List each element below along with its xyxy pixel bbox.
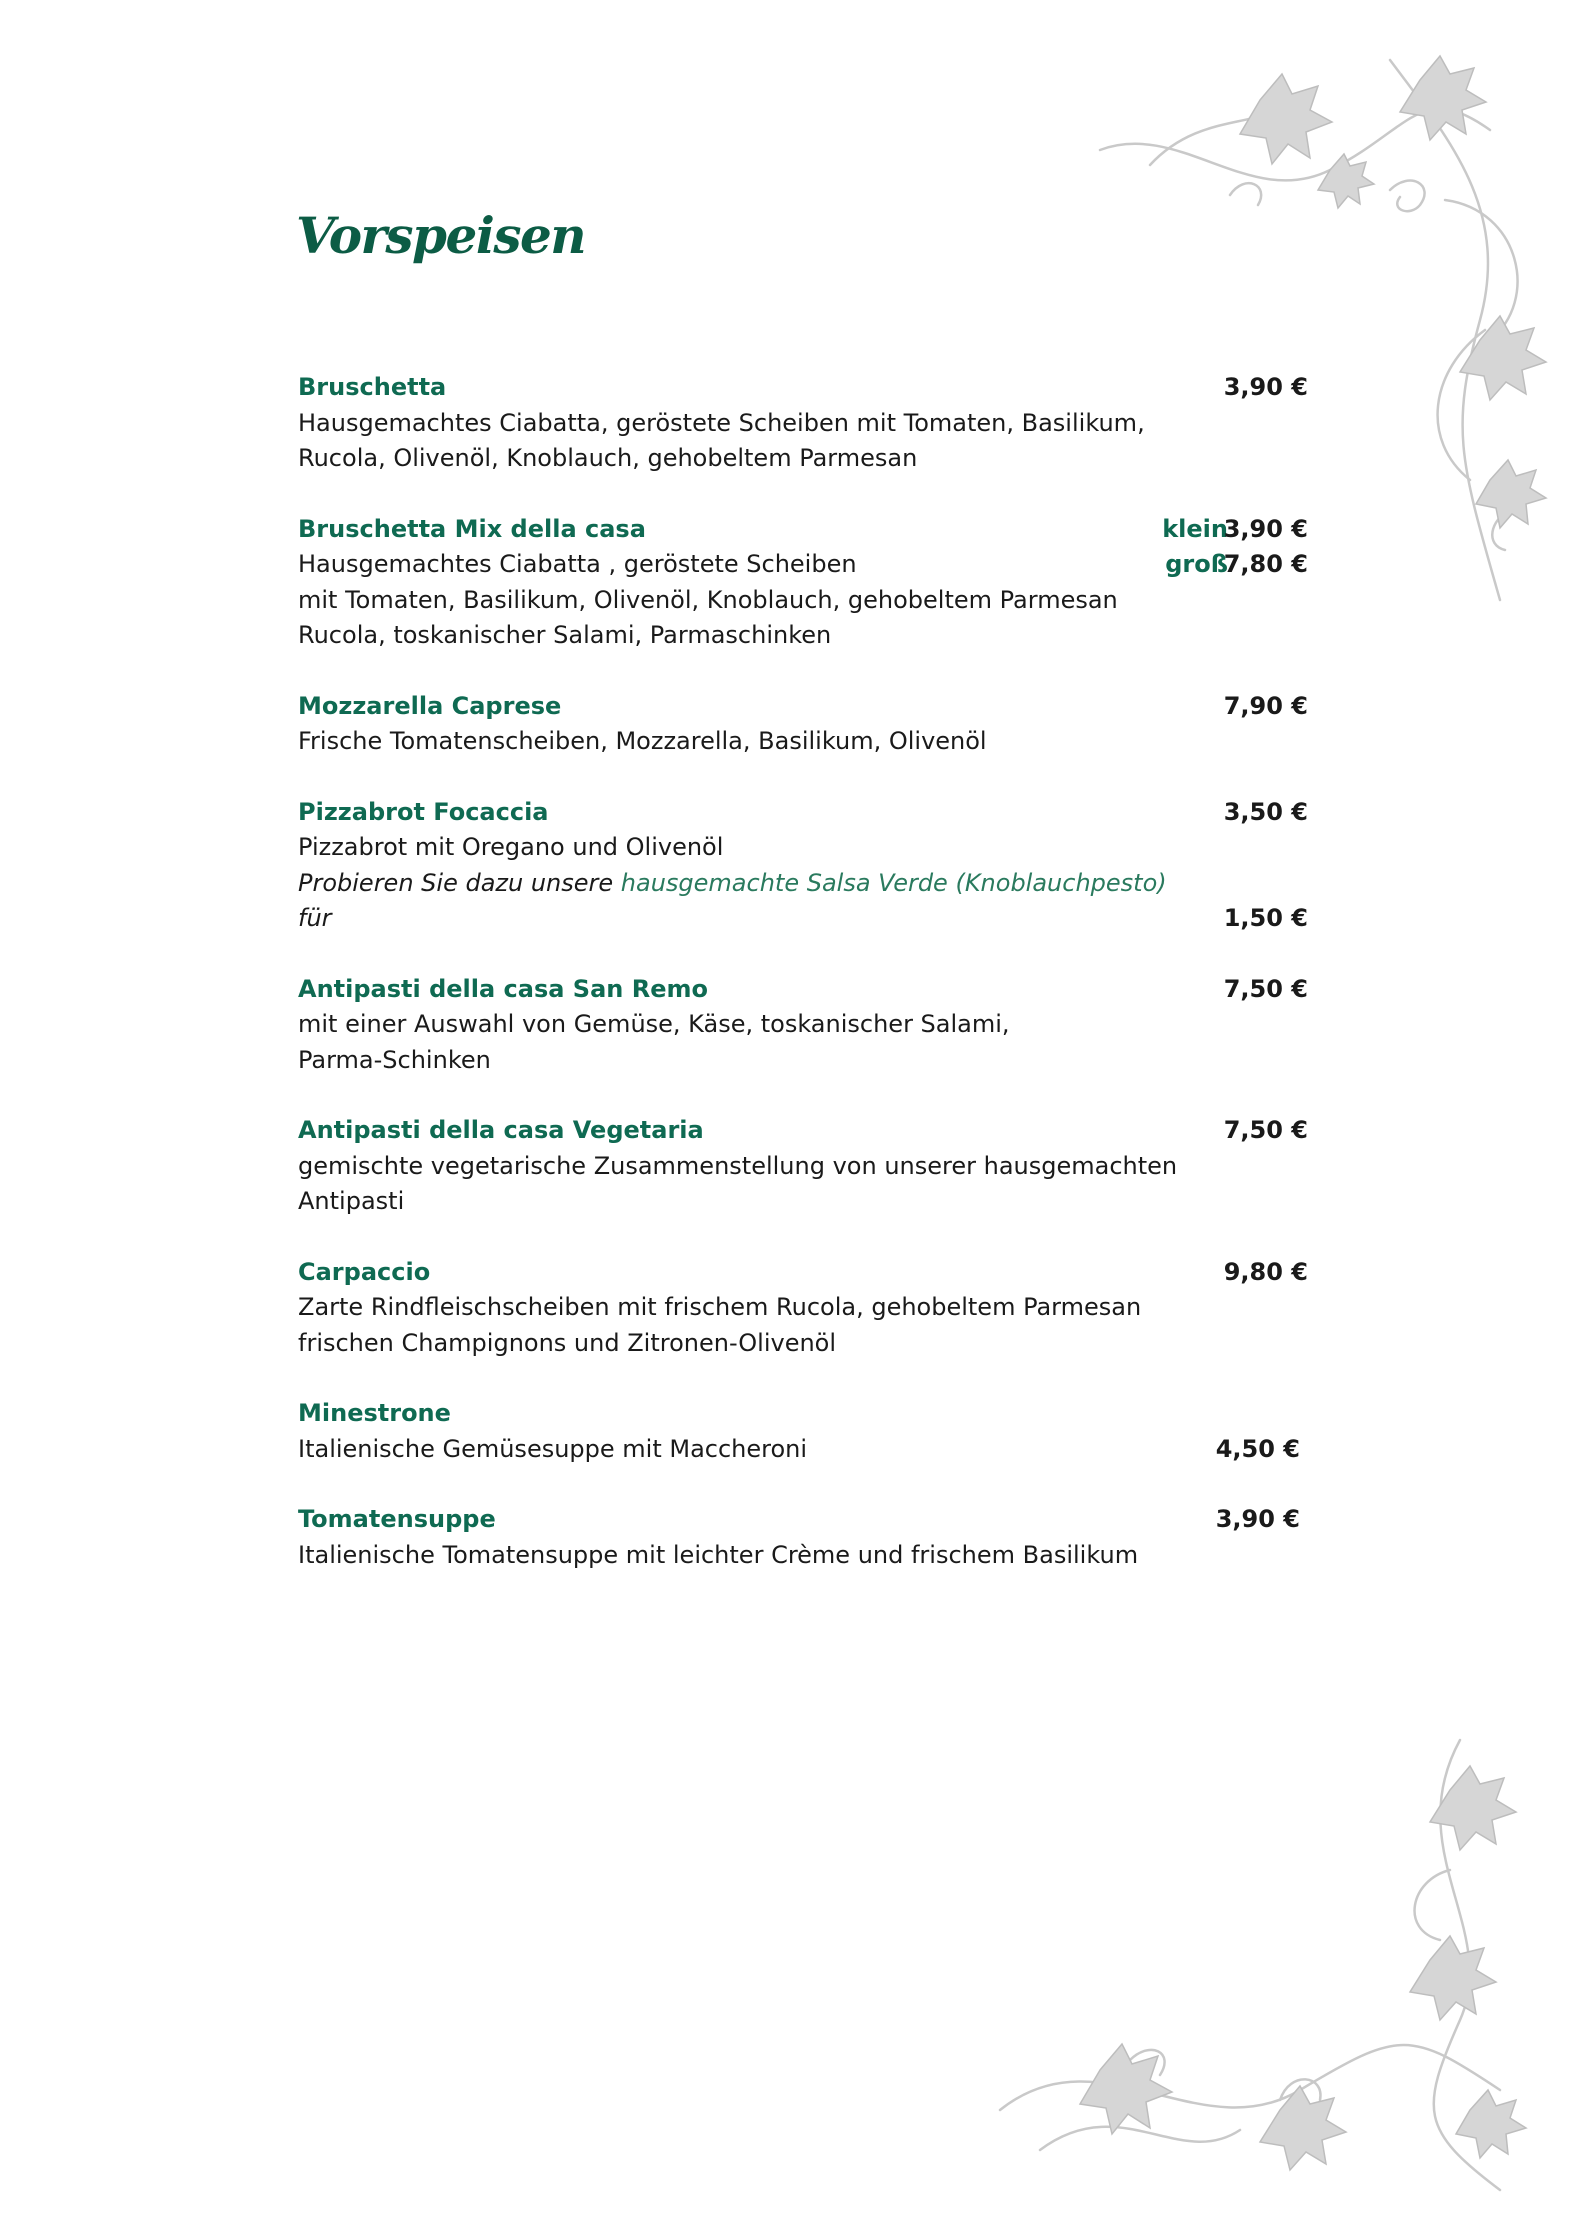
menu-item-carpaccio: [298, 1255, 1308, 1362]
menu-item-minestrone: [298, 1396, 1308, 1467]
item-addon-note: [298, 866, 1308, 902]
menu-item-antipasti-vegetaria: [298, 1113, 1308, 1220]
vine-ornament-bottom-right: [980, 1730, 1550, 2210]
addon-note-suffix: für: [298, 904, 332, 932]
item-price-large: 7,80 €: [1223, 550, 1308, 578]
item-description: Antipasti: [298, 1187, 405, 1215]
item-price: 4,50 €: [1215, 1434, 1300, 1463]
item-description: Pizzabrot mit Oregano und Olivenöl: [298, 833, 724, 861]
page-title: Vorspeisen: [296, 206, 586, 265]
item-name: Pizzabrot Focaccia: [298, 797, 549, 826]
item-price: 3,50 €: [1223, 797, 1308, 826]
size-label-large: groß: [1165, 550, 1228, 578]
addon-note-prefix: Probieren Sie dazu unsere: [298, 868, 621, 897]
item-price: 9,80 €: [1223, 1257, 1308, 1286]
item-description: Italienische Gemüsesuppe mit Maccheroni: [298, 1434, 808, 1463]
menu-item-tomatensuppe: [298, 1502, 1308, 1573]
size-label-small: klein: [1162, 514, 1228, 543]
item-name: Bruschetta Mix della casa: [298, 514, 646, 543]
item-description: Rucola, Olivenöl, Knoblauch, gehobeltem Parmesan: [298, 444, 918, 472]
item-price: 7,50 €: [1223, 1116, 1308, 1144]
item-name: Antipasti della casa Vegetaria: [298, 1116, 704, 1144]
item-price-small: 3,90 €: [1223, 514, 1308, 543]
item-name: Carpaccio: [298, 1257, 431, 1286]
item-description: Parma-Schinken: [298, 1045, 491, 1074]
item-description: mit Tomaten, Basilikum, Olivenöl, Knoblauch, gehobeltem Parmesan: [298, 585, 1118, 614]
item-description: frischen Champignons und Zitronen-Olivenöl: [298, 1328, 837, 1357]
item-name: Antipasti della casa San Remo: [298, 974, 708, 1003]
item-description: Hausgemachtes Ciabatta , geröstete Scheiben: [298, 550, 857, 578]
menu-item-bruschetta: [298, 370, 1308, 477]
menu-item-bruschetta-mix: [298, 512, 1308, 654]
item-name: Tomatensuppe: [298, 1505, 496, 1533]
addon-price: 1,50 €: [1223, 904, 1308, 932]
item-description: gemischte vegetarische Zusammenstellung von unserer hausgemachten: [298, 1151, 1178, 1180]
item-price: 7,90 €: [1223, 691, 1308, 720]
item-description: Zarte Rindfleischscheiben mit frischem Rucola, gehobeltem Parmesan: [298, 1293, 1142, 1321]
item-description: Frische Tomatenscheiben, Mozzarella, Basilikum, Olivenöl: [298, 727, 987, 755]
item-description: mit einer Auswahl von Gemüse, Käse, toskanischer Salami,: [298, 1010, 1010, 1038]
menu-list: [298, 370, 1308, 1608]
item-price: 7,50 €: [1223, 974, 1308, 1003]
item-description: Italienische Tomatensuppe mit leichter Crème und frischem Basilikum: [298, 1540, 1139, 1569]
addon-note-highlight: hausgemachte Salsa Verde (Knoblauchpesto): [620, 868, 1167, 897]
item-price: 3,90 €: [1215, 1505, 1300, 1533]
menu-item-antipasti-san-remo: [298, 972, 1308, 1079]
item-name: Mozzarella Caprese: [298, 691, 562, 720]
item-name: Bruschetta: [298, 373, 447, 401]
menu-item-pizzabrot-focaccia: [298, 795, 1308, 937]
item-price: 3,90 €: [1223, 373, 1308, 401]
item-description: Hausgemachtes Ciabatta, geröstete Scheiben mit Tomaten, Basilikum,: [298, 408, 1145, 437]
menu-item-mozzarella-caprese: [298, 689, 1308, 760]
item-name: Minestrone: [298, 1399, 451, 1427]
item-description: Rucola, toskanischer Salami, Parmaschinken: [298, 621, 832, 649]
